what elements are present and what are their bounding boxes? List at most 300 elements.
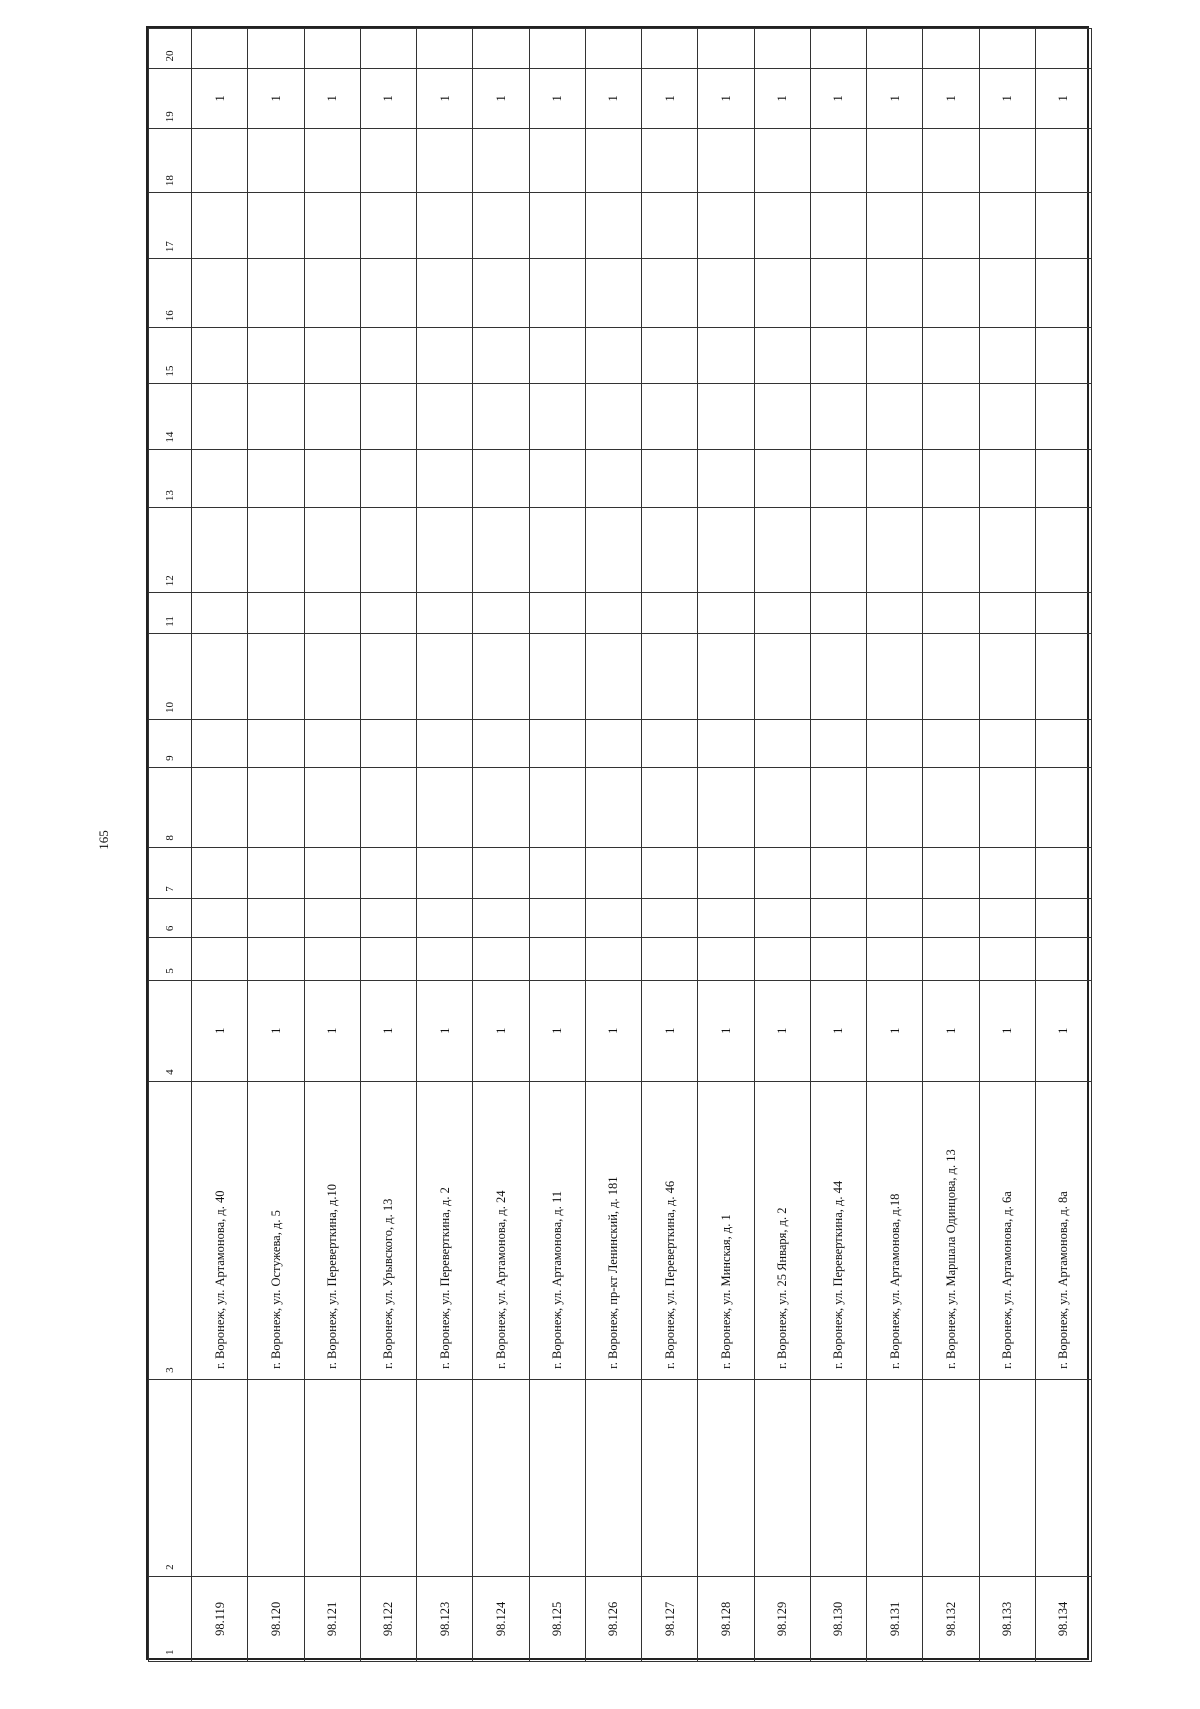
empty-cell: [698, 328, 754, 383]
column-number-cell: 14: [149, 383, 192, 449]
empty-cell: [304, 847, 360, 898]
col4-value-cell: 1: [304, 980, 360, 1081]
empty-cell: [360, 193, 416, 259]
column-number-cell: 9: [149, 719, 192, 767]
empty-cell: [754, 449, 810, 508]
empty-cell: [810, 898, 866, 937]
row-number-cell: 98.121: [304, 1576, 360, 1661]
row-number-cell: 98.130: [810, 1576, 866, 1661]
table-row: [867, 29, 923, 1662]
empty-cell: [473, 193, 529, 259]
empty-cell: [754, 1379, 810, 1576]
empty-cell: [923, 898, 979, 937]
column-number-cell: 7: [149, 847, 192, 898]
empty-cell: [698, 29, 754, 69]
empty-cell: [360, 593, 416, 633]
address-cell: г. Воронеж, ул. Артамонова, д. 8а: [1035, 1081, 1091, 1379]
empty-cell: [867, 847, 923, 898]
empty-cell: [473, 259, 529, 328]
empty-cell: [192, 593, 248, 633]
empty-cell: [192, 1379, 248, 1576]
empty-cell: [810, 29, 866, 69]
col19-value-cell: 1: [1035, 68, 1091, 129]
empty-cell: [923, 593, 979, 633]
empty-cell: [585, 719, 641, 767]
col19-value-cell: 1: [867, 68, 923, 129]
empty-cell: [248, 383, 304, 449]
empty-cell: [754, 898, 810, 937]
empty-cell: [810, 383, 866, 449]
empty-cell: [529, 449, 585, 508]
address-cell: г. Воронеж, ул. Артамонова, д. 6а: [979, 1081, 1035, 1379]
empty-cell: [642, 898, 698, 937]
empty-cell: [979, 508, 1035, 593]
empty-cell: [304, 719, 360, 767]
empty-cell: [754, 383, 810, 449]
empty-cell: [473, 898, 529, 937]
empty-cell: [417, 633, 473, 719]
data-table-frame: [146, 26, 1089, 1660]
table-row: [754, 29, 810, 1662]
table-row: [979, 29, 1035, 1662]
empty-cell: [867, 719, 923, 767]
col19-value-cell: 1: [923, 68, 979, 129]
empty-cell: [473, 847, 529, 898]
empty-cell: [360, 898, 416, 937]
col4-value-cell: 1: [473, 980, 529, 1081]
empty-cell: [417, 508, 473, 593]
col4-value-cell: 1: [1035, 980, 1091, 1081]
col4-value-cell: 1: [417, 980, 473, 1081]
row-number-cell: 98.133: [979, 1576, 1035, 1661]
col4-value-cell: 1: [810, 980, 866, 1081]
empty-cell: [304, 29, 360, 69]
empty-cell: [642, 193, 698, 259]
empty-cell: [248, 129, 304, 193]
empty-cell: [979, 593, 1035, 633]
empty-cell: [1035, 259, 1091, 328]
empty-cell: [304, 259, 360, 328]
empty-cell: [304, 193, 360, 259]
col19-value-cell: 1: [192, 68, 248, 129]
col19-value-cell: 1: [473, 68, 529, 129]
empty-cell: [979, 383, 1035, 449]
empty-cell: [867, 29, 923, 69]
empty-cell: [360, 719, 416, 767]
address-cell: г. Воронеж, ул. Маршала Одинцова, д. 13: [923, 1081, 979, 1379]
row-number-cell: 98.128: [698, 1576, 754, 1661]
empty-cell: [1035, 29, 1091, 69]
empty-cell: [642, 29, 698, 69]
empty-cell: [192, 193, 248, 259]
empty-cell: [810, 767, 866, 847]
row-number-cell: 98.125: [529, 1576, 585, 1661]
col19-value-cell: 1: [698, 68, 754, 129]
empty-cell: [923, 719, 979, 767]
col19-value-cell: 1: [642, 68, 698, 129]
empty-cell: [360, 383, 416, 449]
empty-cell: [810, 259, 866, 328]
row-number-cell: 98.120: [248, 1576, 304, 1661]
empty-cell: [192, 938, 248, 981]
data-table: [148, 28, 1092, 1662]
empty-cell: [642, 328, 698, 383]
empty-cell: [867, 898, 923, 937]
column-number-cell: 20: [149, 29, 192, 69]
empty-cell: [360, 328, 416, 383]
empty-cell: [529, 328, 585, 383]
empty-cell: [529, 1379, 585, 1576]
empty-cell: [754, 847, 810, 898]
empty-cell: [585, 593, 641, 633]
empty-cell: [192, 383, 248, 449]
empty-cell: [810, 508, 866, 593]
empty-cell: [304, 593, 360, 633]
empty-cell: [192, 328, 248, 383]
empty-cell: [585, 898, 641, 937]
empty-cell: [754, 938, 810, 981]
empty-cell: [192, 449, 248, 508]
empty-cell: [642, 847, 698, 898]
empty-cell: [867, 383, 923, 449]
empty-cell: [923, 767, 979, 847]
col4-value-cell: 1: [529, 980, 585, 1081]
column-number-cell: 5: [149, 938, 192, 981]
empty-cell: [192, 508, 248, 593]
table-row: [417, 29, 473, 1662]
empty-cell: [192, 767, 248, 847]
row-number-cell: 98.119: [192, 1576, 248, 1661]
address-cell: г. Воронеж, ул. Переверткина, д. 44: [810, 1081, 866, 1379]
empty-cell: [304, 767, 360, 847]
empty-cell: [698, 938, 754, 981]
column-number-cell: 19: [149, 68, 192, 129]
empty-cell: [810, 719, 866, 767]
empty-cell: [304, 328, 360, 383]
empty-cell: [1035, 593, 1091, 633]
col19-value-cell: 1: [417, 68, 473, 129]
empty-cell: [529, 898, 585, 937]
col19-value-cell: 1: [585, 68, 641, 129]
empty-cell: [360, 29, 416, 69]
empty-cell: [360, 508, 416, 593]
empty-cell: [810, 938, 866, 981]
empty-cell: [192, 29, 248, 69]
address-cell: г. Воронеж, ул. Переверткина, д. 2: [417, 1081, 473, 1379]
empty-cell: [473, 938, 529, 981]
empty-cell: [867, 767, 923, 847]
table-row: [192, 29, 248, 1662]
empty-cell: [698, 898, 754, 937]
empty-cell: [698, 193, 754, 259]
empty-cell: [698, 633, 754, 719]
row-number-cell: 98.127: [642, 1576, 698, 1661]
row-number-cell: 98.129: [754, 1576, 810, 1661]
col19-value-cell: 1: [304, 68, 360, 129]
table-row: [529, 29, 585, 1662]
empty-cell: [867, 938, 923, 981]
empty-cell: [417, 767, 473, 847]
empty-cell: [867, 1379, 923, 1576]
col19-value-cell: 1: [248, 68, 304, 129]
empty-cell: [754, 633, 810, 719]
column-number-cell: 17: [149, 193, 192, 259]
empty-cell: [360, 129, 416, 193]
empty-cell: [529, 383, 585, 449]
table-row: [248, 29, 304, 1662]
empty-cell: [192, 129, 248, 193]
empty-cell: [248, 449, 304, 508]
empty-cell: [810, 633, 866, 719]
empty-cell: [979, 938, 1035, 981]
empty-cell: [304, 633, 360, 719]
empty-cell: [529, 508, 585, 593]
column-number-cell: 6: [149, 898, 192, 937]
col19-value-cell: 1: [529, 68, 585, 129]
column-number-cell: 1: [149, 1576, 192, 1661]
empty-cell: [923, 1379, 979, 1576]
address-cell: г. Воронеж, ул. Переверткина, д.10: [304, 1081, 360, 1379]
empty-cell: [585, 193, 641, 259]
empty-cell: [473, 328, 529, 383]
empty-cell: [248, 1379, 304, 1576]
empty-cell: [923, 193, 979, 259]
empty-cell: [642, 719, 698, 767]
empty-cell: [585, 383, 641, 449]
empty-cell: [979, 449, 1035, 508]
empty-cell: [923, 508, 979, 593]
column-number-cell: 10: [149, 633, 192, 719]
empty-cell: [417, 898, 473, 937]
empty-cell: [417, 938, 473, 981]
empty-cell: [698, 767, 754, 847]
col4-value-cell: 1: [360, 980, 416, 1081]
address-cell: г. Воронеж, ул. Минская, д. 1: [698, 1081, 754, 1379]
table-row: [923, 29, 979, 1662]
empty-cell: [923, 383, 979, 449]
empty-cell: [192, 719, 248, 767]
empty-cell: [642, 449, 698, 508]
empty-cell: [810, 129, 866, 193]
address-cell: г. Воронеж, ул. Остужева, д. 5: [248, 1081, 304, 1379]
page-number: 165: [96, 830, 111, 850]
empty-cell: [979, 193, 1035, 259]
col4-value-cell: 1: [979, 980, 1035, 1081]
empty-cell: [1035, 719, 1091, 767]
empty-cell: [417, 383, 473, 449]
empty-cell: [529, 719, 585, 767]
address-cell: г. Воронеж, ул. Артамонова, д. 24: [473, 1081, 529, 1379]
empty-cell: [304, 508, 360, 593]
empty-cell: [248, 508, 304, 593]
col19-value-cell: 1: [810, 68, 866, 129]
empty-cell: [417, 449, 473, 508]
empty-cell: [360, 938, 416, 981]
empty-cell: [192, 259, 248, 328]
empty-cell: [923, 259, 979, 328]
empty-cell: [642, 129, 698, 193]
empty-cell: [585, 29, 641, 69]
empty-cell: [529, 129, 585, 193]
empty-cell: [867, 449, 923, 508]
empty-cell: [529, 593, 585, 633]
empty-cell: [642, 1379, 698, 1576]
row-number-cell: 98.132: [923, 1576, 979, 1661]
empty-cell: [304, 449, 360, 508]
empty-cell: [248, 938, 304, 981]
empty-cell: [867, 259, 923, 328]
empty-cell: [417, 719, 473, 767]
empty-cell: [248, 767, 304, 847]
empty-cell: [979, 129, 1035, 193]
empty-cell: [1035, 898, 1091, 937]
table-row: [1035, 29, 1091, 1662]
empty-cell: [867, 328, 923, 383]
empty-cell: [923, 328, 979, 383]
col4-value-cell: 1: [192, 980, 248, 1081]
table-row: [585, 29, 641, 1662]
empty-cell: [529, 259, 585, 328]
empty-cell: [979, 328, 1035, 383]
empty-cell: [417, 847, 473, 898]
empty-cell: [1035, 938, 1091, 981]
empty-cell: [473, 719, 529, 767]
empty-cell: [529, 193, 585, 259]
row-number-cell: 98.123: [417, 1576, 473, 1661]
empty-cell: [248, 847, 304, 898]
row-number-cell: 98.134: [1035, 1576, 1091, 1661]
empty-cell: [585, 633, 641, 719]
empty-cell: [642, 767, 698, 847]
col19-value-cell: 1: [360, 68, 416, 129]
empty-cell: [642, 383, 698, 449]
empty-cell: [473, 129, 529, 193]
empty-cell: [304, 1379, 360, 1576]
empty-cell: [979, 633, 1035, 719]
col4-value-cell: 1: [248, 980, 304, 1081]
empty-cell: [1035, 383, 1091, 449]
empty-cell: [698, 449, 754, 508]
empty-cell: [360, 1379, 416, 1576]
table-row: [810, 29, 866, 1662]
empty-cell: [360, 633, 416, 719]
empty-cell: [585, 129, 641, 193]
col4-value-cell: 1: [642, 980, 698, 1081]
empty-cell: [867, 633, 923, 719]
row-number-cell: 98.126: [585, 1576, 641, 1661]
empty-cell: [1035, 767, 1091, 847]
col19-value-cell: 1: [979, 68, 1035, 129]
column-number-cell: 2: [149, 1379, 192, 1576]
header-row: [149, 29, 192, 1662]
empty-cell: [642, 938, 698, 981]
empty-cell: [979, 847, 1035, 898]
empty-cell: [867, 193, 923, 259]
empty-cell: [304, 383, 360, 449]
empty-cell: [585, 508, 641, 593]
col4-value-cell: 1: [754, 980, 810, 1081]
column-number-cell: 15: [149, 328, 192, 383]
empty-cell: [698, 719, 754, 767]
empty-cell: [360, 259, 416, 328]
column-number-cell: 12: [149, 508, 192, 593]
empty-cell: [473, 383, 529, 449]
empty-cell: [1035, 328, 1091, 383]
empty-cell: [248, 29, 304, 69]
empty-cell: [473, 29, 529, 69]
table-row: [360, 29, 416, 1662]
empty-cell: [923, 29, 979, 69]
address-cell: г. Воронеж, ул. Артамонова, д. 11: [529, 1081, 585, 1379]
row-number-cell: 98.131: [867, 1576, 923, 1661]
column-number-cell: 4: [149, 980, 192, 1081]
empty-cell: [360, 449, 416, 508]
empty-cell: [867, 129, 923, 193]
empty-cell: [754, 593, 810, 633]
column-number-cell: 11: [149, 593, 192, 633]
empty-cell: [810, 1379, 866, 1576]
empty-cell: [923, 938, 979, 981]
empty-cell: [698, 383, 754, 449]
address-cell: г. Воронеж, пр-кт Ленинский, д. 181: [585, 1081, 641, 1379]
empty-cell: [979, 719, 1035, 767]
rotated-table: [148, 28, 1091, 1662]
empty-cell: [754, 129, 810, 193]
empty-cell: [810, 328, 866, 383]
row-number-cell: 98.124: [473, 1576, 529, 1661]
empty-cell: [529, 767, 585, 847]
empty-cell: [642, 259, 698, 328]
empty-cell: [867, 508, 923, 593]
empty-cell: [979, 767, 1035, 847]
empty-cell: [304, 129, 360, 193]
empty-cell: [979, 259, 1035, 328]
empty-cell: [360, 767, 416, 847]
empty-cell: [923, 449, 979, 508]
column-number-cell: 16: [149, 259, 192, 328]
empty-cell: [529, 29, 585, 69]
column-number-cell: 18: [149, 129, 192, 193]
empty-cell: [1035, 508, 1091, 593]
column-number-cell: 3: [149, 1081, 192, 1379]
empty-cell: [1035, 1379, 1091, 1576]
empty-cell: [192, 898, 248, 937]
empty-cell: [754, 259, 810, 328]
empty-cell: [642, 508, 698, 593]
column-number-cell: 13: [149, 449, 192, 508]
col4-value-cell: 1: [698, 980, 754, 1081]
empty-cell: [754, 193, 810, 259]
col4-value-cell: 1: [867, 980, 923, 1081]
empty-cell: [192, 847, 248, 898]
empty-cell: [923, 847, 979, 898]
address-cell: г. Воронеж, ул. 25 Января, д. 2: [754, 1081, 810, 1379]
empty-cell: [417, 29, 473, 69]
empty-cell: [529, 938, 585, 981]
empty-cell: [698, 129, 754, 193]
empty-cell: [698, 847, 754, 898]
address-cell: г. Воронеж, ул. Урывского, д. 13: [360, 1081, 416, 1379]
table-row: [642, 29, 698, 1662]
empty-cell: [642, 593, 698, 633]
empty-cell: [754, 767, 810, 847]
empty-cell: [1035, 129, 1091, 193]
col4-value-cell: 1: [585, 980, 641, 1081]
empty-cell: [473, 593, 529, 633]
empty-cell: [192, 633, 248, 719]
empty-cell: [1035, 847, 1091, 898]
empty-cell: [417, 129, 473, 193]
